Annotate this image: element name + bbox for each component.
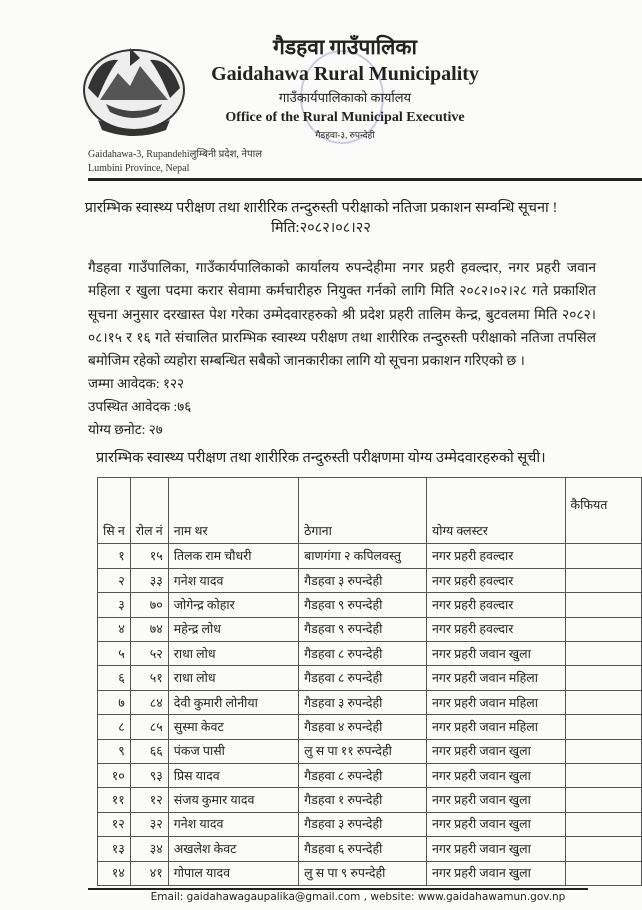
cell-serial: १२	[98, 812, 131, 836]
cell-cluster: नगर प्रहरी जवान खुला	[426, 812, 565, 836]
cell-address: गैडहवा ८ रुपन्देही	[299, 666, 427, 690]
present-applicants: उपस्थित आवेदक :७६	[88, 399, 192, 415]
qualified-count: योग्य छनोट: २७	[88, 422, 163, 438]
cell-serial: १३	[98, 837, 131, 861]
cell-remarks	[565, 642, 641, 666]
cell-roll: ७४	[130, 617, 168, 641]
cell-remarks	[565, 764, 641, 788]
office-name-english: Office of the Rural Municipal Executive	[225, 110, 465, 125]
cell-name: प्रिस यादव	[168, 764, 298, 788]
cell-remarks	[565, 593, 641, 617]
cell-roll: ९३	[130, 764, 168, 788]
table-row	[98, 788, 642, 812]
cell-cluster: नगर प्रहरी जवान महिला	[426, 690, 565, 714]
cell-serial: १४	[98, 861, 131, 885]
address-line-2: Lumbini Province, Nepal	[88, 163, 190, 174]
cell-name: सुस्मा केवट	[168, 715, 298, 739]
cell-remarks	[565, 568, 641, 592]
cell-cluster: नगर प्रहरी हवल्दार	[426, 593, 565, 617]
footer-contact: Email: gaidahawagaupalika@gmail.com , website: www.gaidahawamun.gov.np	[150, 890, 566, 903]
col-serial: सि न	[98, 478, 131, 544]
table-row	[98, 690, 642, 714]
cell-serial: १	[98, 544, 131, 568]
cell-cluster: नगर प्रहरी हवल्दार	[426, 568, 565, 592]
table-row	[98, 544, 642, 568]
table-row	[98, 568, 642, 592]
cell-name: अखलेश केवट	[168, 837, 298, 861]
cell-name: पंकज पासी	[168, 739, 298, 763]
cell-remarks	[565, 544, 641, 568]
table-row	[98, 617, 642, 641]
cell-serial: ९	[98, 739, 131, 763]
cell-roll: ३३	[130, 568, 168, 592]
cell-cluster: नगर प्रहरी जवान खुला	[426, 764, 565, 788]
address-line-1: Gaidahawa-3, Rupandehiलुम्बिनी प्रदेश, नेपाल	[88, 149, 263, 160]
table-row	[98, 642, 642, 666]
municipality-name-nepali: गैडहवा गाउँपालिका	[273, 35, 417, 59]
table-row	[98, 593, 642, 617]
notice-title: प्रारम्भिक स्वास्थ्य परीक्षण तथा शारीरिक तन्दुरुस्ती परीक्षाको नतिजा प्रकाशन सम्वन्धि सूचना !	[84, 200, 558, 216]
municipality-name-english: Gaidahawa Rural Municipality	[211, 63, 479, 85]
office-name-nepali: गाउँकार्यपालिकाको कार्यालय	[278, 90, 412, 105]
cell-name: जोगेन्द्र कोहार	[168, 593, 298, 617]
cell-address: लु स पा ९ रुपन्देही	[299, 861, 427, 885]
list-title: प्रारम्भिक स्वास्थ्य परीक्षण तथा शारीरिक तन्दुरुस्ती परीक्षणमा योग्य उम्मेदवारहरुको सूची।	[96, 450, 546, 467]
cell-address: गैडहवा ६ रुपन्देही	[299, 837, 427, 861]
cell-serial: ८	[98, 715, 131, 739]
cell-remarks	[565, 690, 641, 714]
cell-roll: ३४	[130, 837, 168, 861]
cell-cluster: नगर प्रहरी जवान खुला	[426, 861, 565, 885]
letterhead	[200, 32, 490, 143]
cell-name: राधा लोध	[168, 666, 298, 690]
table-row	[98, 666, 642, 690]
cell-name: गनेश यादव	[168, 568, 298, 592]
cell-name: गनेश यादव	[168, 812, 298, 836]
cell-remarks	[565, 788, 641, 812]
cell-cluster: नगर प्रहरी जवान महिला	[426, 715, 565, 739]
nepal-emblem-logo	[78, 38, 190, 138]
notice-date: मिति:२०८२।०८।२२	[271, 220, 371, 236]
cell-roll: ८४	[130, 690, 168, 714]
cell-roll: ३२	[130, 812, 168, 836]
cell-roll: ५१	[130, 666, 168, 690]
cell-remarks	[565, 861, 641, 885]
cell-cluster: नगर प्रहरी जवान खुला	[426, 739, 565, 763]
address-block	[88, 148, 262, 176]
cell-cluster: नगर प्रहरी जवान खुला	[426, 788, 565, 812]
table-row	[98, 739, 642, 763]
cell-address: गैडहवा ८ रुपन्देही	[299, 642, 427, 666]
col-roll: रोल नं	[130, 478, 168, 544]
cell-address: गैडहवा ३ रुपन्देही	[299, 690, 427, 714]
qualified-candidates-table	[97, 477, 642, 885]
cell-roll: ६६	[130, 739, 168, 763]
cell-serial: ११	[98, 788, 131, 812]
cell-roll: ४१	[130, 861, 168, 885]
cell-address: बाणगंगा २ कपिलवस्तु	[299, 544, 427, 568]
cell-serial: ५	[98, 642, 131, 666]
header-divider	[88, 178, 642, 181]
table-row	[98, 837, 642, 861]
cell-remarks	[565, 812, 641, 836]
cell-remarks	[565, 739, 641, 763]
cell-address: गैडहवा ९ रुपन्देही	[299, 617, 427, 641]
table-header-row	[98, 478, 642, 544]
cell-serial: ३	[98, 593, 131, 617]
table-row	[98, 715, 642, 739]
cell-address: गैडहवा ३ रुपन्देही	[299, 568, 427, 592]
cell-name: गोपाल यादव	[168, 861, 298, 885]
cell-address: लु स पा ११ रुपन्देही	[299, 739, 427, 763]
cell-address: गैडहवा ८ रुपन्देही	[299, 764, 427, 788]
cell-remarks	[565, 666, 641, 690]
cell-cluster: नगर प्रहरी हवल्दार	[426, 544, 565, 568]
cell-remarks	[565, 837, 641, 861]
col-cluster: योग्य क्लस्टर	[426, 478, 565, 544]
col-name: नाम थर	[168, 478, 298, 544]
table-row	[98, 812, 642, 836]
cell-serial: २	[98, 568, 131, 592]
notice-body: गैडहवा गाउँपालिका, गाउँकार्यपालिकाको कार्यालय रुपन्देहीमा नगर प्रहरी हवल्दार, नगर प्रहरी जवान महिला र खुला पदमा करार सेवामा कर्मचारीहरु नियुक्त गर्नको लागि मिति २०८२।०२।२८ गते प्रकाशित सूचना अनुसार दरखास्त पेश गरेका उम्मेदवारहरुको श्री प्रदेश प्रहरी तालिम केन्द्र, बुटवलमा मिति २०८२।०८।१५ र १६ गते संचालित प्रारम्भिक स्वास्थ्य परीक्षण तथा शारीरिक तन्दुरुस्ती परीक्षाको नतिजा तपसिल बमोजिम रहेको व्यहोरा सम्बन्धित सबैको जानकारीका लागि यो सूचना प्रकाशन गरिएको छ ।	[88, 260, 596, 369]
cell-name: संजय कुमार यादव	[168, 788, 298, 812]
cell-cluster: नगर प्रहरी जवान खुला	[426, 642, 565, 666]
cell-roll: ८५	[130, 715, 168, 739]
cell-name: महेन्द्र लोध	[168, 617, 298, 641]
cell-cluster: नगर प्रहरी जवान खुला	[426, 837, 565, 861]
cell-address: गैडहवा ४ रुपन्देही	[299, 715, 427, 739]
cell-address: गैडहवा १ रुपन्देही	[299, 788, 427, 812]
table-row	[98, 861, 642, 885]
col-remarks: कैफियत	[565, 478, 641, 544]
cell-address: गैडहवा ३ रुपन्देही	[299, 812, 427, 836]
cell-cluster: नगर प्रहरी हवल्दार	[426, 617, 565, 641]
cell-roll: १२	[130, 788, 168, 812]
col-address: ठेगाना	[299, 478, 427, 544]
cell-serial: ४	[98, 617, 131, 641]
cell-serial: १०	[98, 764, 131, 788]
cell-name: राधा लोध	[168, 642, 298, 666]
office-location: गैडहवा-३, रुपन्देही	[315, 130, 375, 140]
cell-name: देवी कुमारी लोनीया	[168, 690, 298, 714]
cell-name: तिलक राम चौधरी	[168, 544, 298, 568]
cell-serial: ६	[98, 666, 131, 690]
table-row	[98, 764, 642, 788]
cell-roll: १५	[130, 544, 168, 568]
cell-cluster: नगर प्रहरी जवान महिला	[426, 666, 565, 690]
cell-roll: ७०	[130, 593, 168, 617]
cell-remarks	[565, 715, 641, 739]
cell-remarks	[565, 617, 641, 641]
cell-address: गैडहवा ९ रुपन्देही	[299, 593, 427, 617]
total-applicants: जम्मा आवेदक: १२२	[88, 376, 185, 392]
cell-serial: ७	[98, 690, 131, 714]
notice-content	[0, 198, 642, 904]
cell-roll: ५२	[130, 642, 168, 666]
